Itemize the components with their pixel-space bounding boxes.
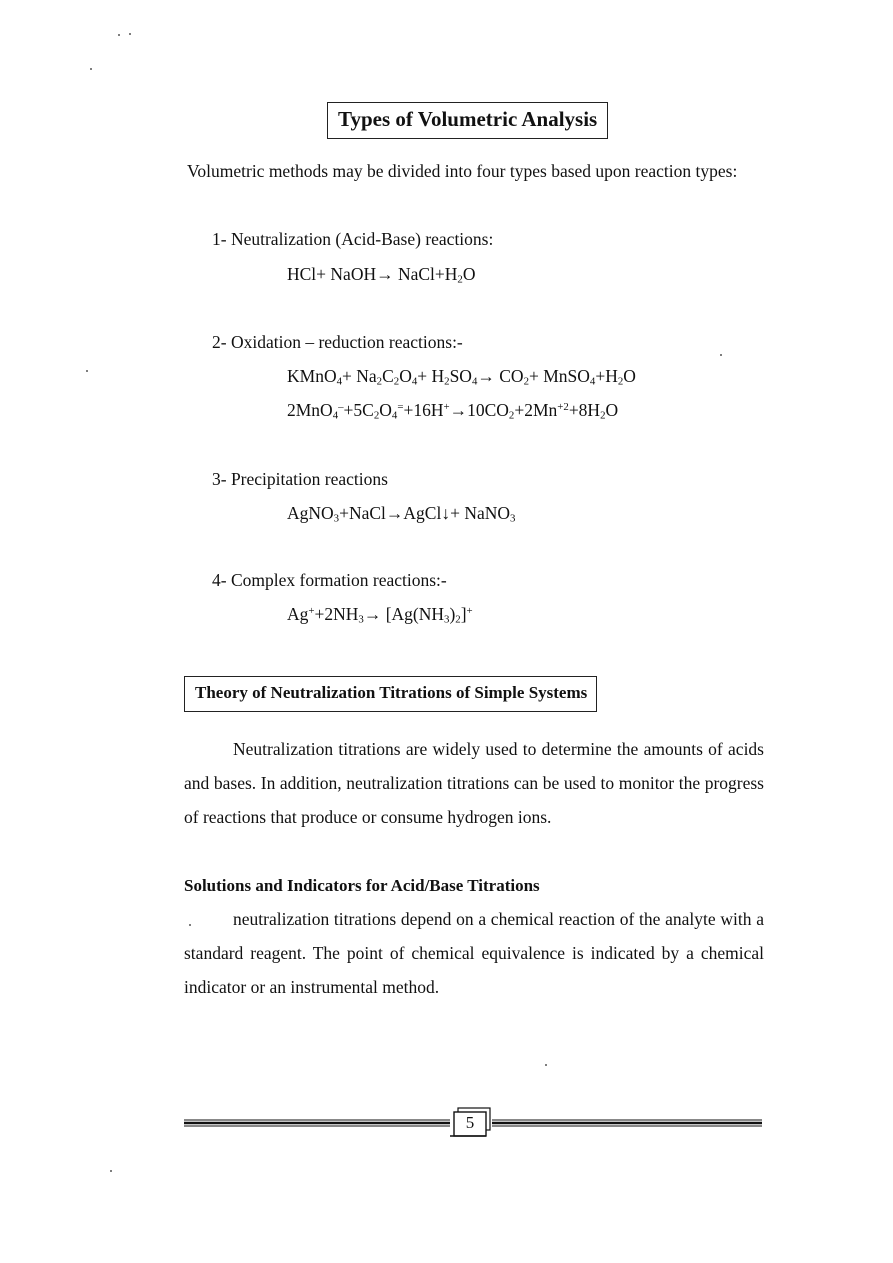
scan-speck: [90, 68, 92, 70]
page-number: 5: [465, 1113, 475, 1132]
reaction-label-precipitation: 3- Precipitation reactions: [212, 469, 388, 489]
scan-speck: [86, 370, 88, 372]
section-title-types-of-volumetric-analysis: Types of Volumetric Analysis: [327, 102, 608, 139]
scan-speck: [545, 1064, 547, 1066]
equation-complex: $Ag^++2NH_3\to [Ag(NH_3)_2]^+$: [287, 604, 473, 626]
solutions-paragraph: neutralization titrations depend on a chemical reaction of the analyte with a standard reagent. The point of chemical equivalence is indicated by a chemical indicator or an instrumental method.: [184, 909, 764, 997]
equation-redox-2: $2MnO_4^-+5C_2O_4^=+16H^+\to 10CO_2+2Mn^{+2}+8H_2O$: [287, 400, 619, 422]
scan-speck: [189, 924, 191, 926]
scan-speck: [110, 1170, 112, 1172]
reaction-label-neutralization: 1- Neutralization (Acid-Base) reactions:: [212, 229, 494, 249]
scan-speck: [118, 34, 120, 36]
scan-speck: [720, 354, 722, 356]
equation-precipitation: AgNO$_3$+NaCl→AgCl↓+ NaNO$_3$: [287, 503, 516, 525]
scan-speck: [129, 33, 131, 35]
footer: [184, 1104, 764, 1144]
theory-paragraph: Neutralization titrations are widely used to determine the amounts of acids and bases. In addition, neutralization titrations can be used to monitor the progress of reactions that produce or consume hydrogen ions.: [184, 739, 764, 827]
intro-paragraph: Volumetric methods may be divided into four types based upon reaction types:: [187, 161, 738, 181]
equation-neutralization: HCl+ NaOH→ $NaCl+H_2O$: [287, 264, 476, 286]
reaction-label-complex: 4- Complex formation reactions:-: [212, 570, 447, 590]
section-title-theory-of-neutralization: Theory of Neutralization Titrations of Simple Systems: [184, 676, 597, 712]
section-heading-solutions-and-indicators: Solutions and Indicators for Acid/Base Titrations: [184, 876, 540, 895]
equation-redox-1: KMnO$_4$+ $Na_2C_2O_4+ H_2SO_4\to CO_2+$ $MnSO_4+H_2O$: [287, 366, 636, 388]
reaction-label-redox: 2- Oxidation – reduction reactions:-: [212, 332, 463, 352]
